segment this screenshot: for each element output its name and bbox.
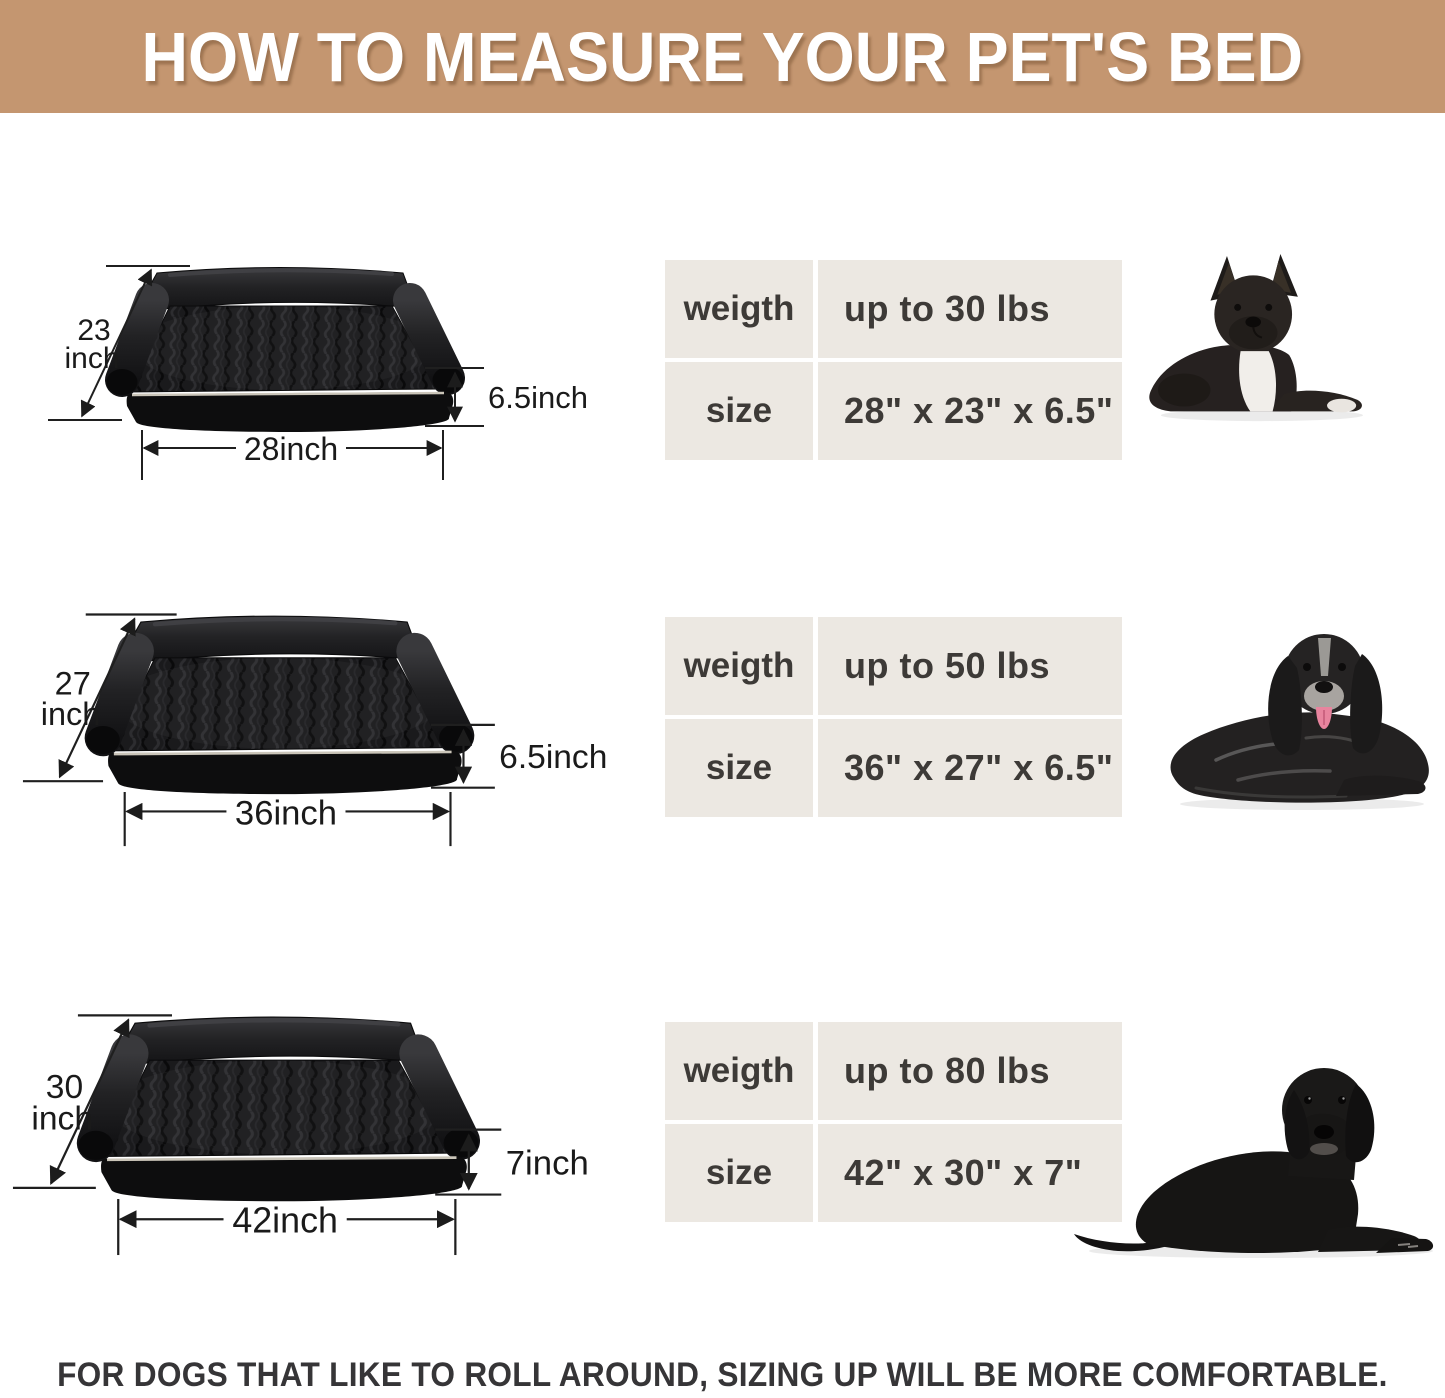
- bed-shape: [78, 1017, 478, 1201]
- weight-label: weigth: [665, 1022, 813, 1120]
- sizing-advice-note: FOR DOGS THAT LIKE TO ROLL AROUND, SIZING UP WILL BE MORE COMFORTABLE.: [57, 1355, 1388, 1394]
- weight-value: up to 30 lbs: [818, 260, 1122, 358]
- bed-diagram-small: [40, 248, 640, 503]
- labrador-head: [1282, 1068, 1374, 1162]
- weight-value: up to 50 lbs: [818, 617, 1122, 715]
- size-row-small: [0, 240, 1445, 545]
- width-label: 36inch: [234, 794, 337, 833]
- spec-table-small: [665, 260, 1122, 460]
- eye: [1303, 663, 1311, 671]
- bolster-bed-drawing: [14, 595, 664, 871]
- bed-shape: [107, 268, 464, 433]
- size-label: size: [665, 1124, 813, 1222]
- bolster-bed-drawing: [4, 995, 676, 1281]
- weight-label: weigth: [665, 617, 813, 715]
- size-label: size: [665, 719, 813, 817]
- weight-label: weigth: [665, 260, 813, 358]
- depth-value-label: 30: [45, 1069, 84, 1107]
- depth-value-label: 27: [54, 665, 91, 702]
- eye: [1338, 1096, 1346, 1104]
- size-row-large: [0, 985, 1445, 1320]
- page-title: HOW TO MEASURE YOUR PET'S BED: [141, 17, 1304, 96]
- side-height-label: 6.5inch: [488, 380, 588, 415]
- eye: [1338, 663, 1346, 671]
- cocker-spaniel-photo: [1156, 618, 1443, 813]
- bulldog-head: [1210, 254, 1297, 353]
- black-labrador-photo: [1056, 1048, 1444, 1260]
- width-label: 42inch: [232, 1200, 338, 1241]
- spec-table-large: [665, 1022, 1122, 1222]
- nose: [1314, 1125, 1334, 1139]
- labrador-body: [1074, 1132, 1433, 1253]
- size-value: 42" x 30" x 7": [818, 1124, 1122, 1222]
- size-value: 36" x 27" x 6.5": [818, 719, 1122, 817]
- side-height-label: 7inch: [505, 1144, 589, 1183]
- weight-value: up to 80 lbs: [818, 1022, 1122, 1120]
- depth-unit-label: inch: [31, 1100, 94, 1138]
- grizzled-chin: [1310, 1143, 1338, 1155]
- french-bulldog-photo: [1138, 254, 1382, 424]
- bed-shape: [86, 616, 472, 794]
- nose: [1315, 681, 1333, 693]
- side-height-label: 6.5inch: [499, 739, 608, 777]
- width-label: 28inch: [243, 431, 339, 467]
- ear: [1268, 656, 1302, 755]
- size-row-medium: [0, 580, 1445, 895]
- bolster-bed-drawing: [40, 248, 640, 503]
- eye: [1234, 304, 1241, 311]
- header-banner: [0, 0, 1445, 113]
- eye: [1265, 304, 1272, 311]
- nose: [1245, 317, 1261, 328]
- eye: [1304, 1096, 1312, 1104]
- french-bulldog-image: [1138, 254, 1382, 424]
- depth-unit-label: inch: [40, 695, 101, 732]
- size-value: 28" x 23" x 6.5": [818, 362, 1122, 460]
- footer-note-bar: [0, 1352, 1445, 1398]
- bed-diagram-large: [4, 995, 676, 1281]
- cocker-spaniel-image: [1156, 618, 1443, 813]
- depth-value-label: 23: [77, 314, 111, 347]
- ear: [1350, 654, 1382, 753]
- size-label: size: [665, 362, 813, 460]
- depth-unit-label: inch: [64, 342, 120, 375]
- bed-diagram-medium: [14, 595, 664, 871]
- black-labrador-image: [1056, 1048, 1444, 1260]
- spec-table-medium: [665, 617, 1122, 817]
